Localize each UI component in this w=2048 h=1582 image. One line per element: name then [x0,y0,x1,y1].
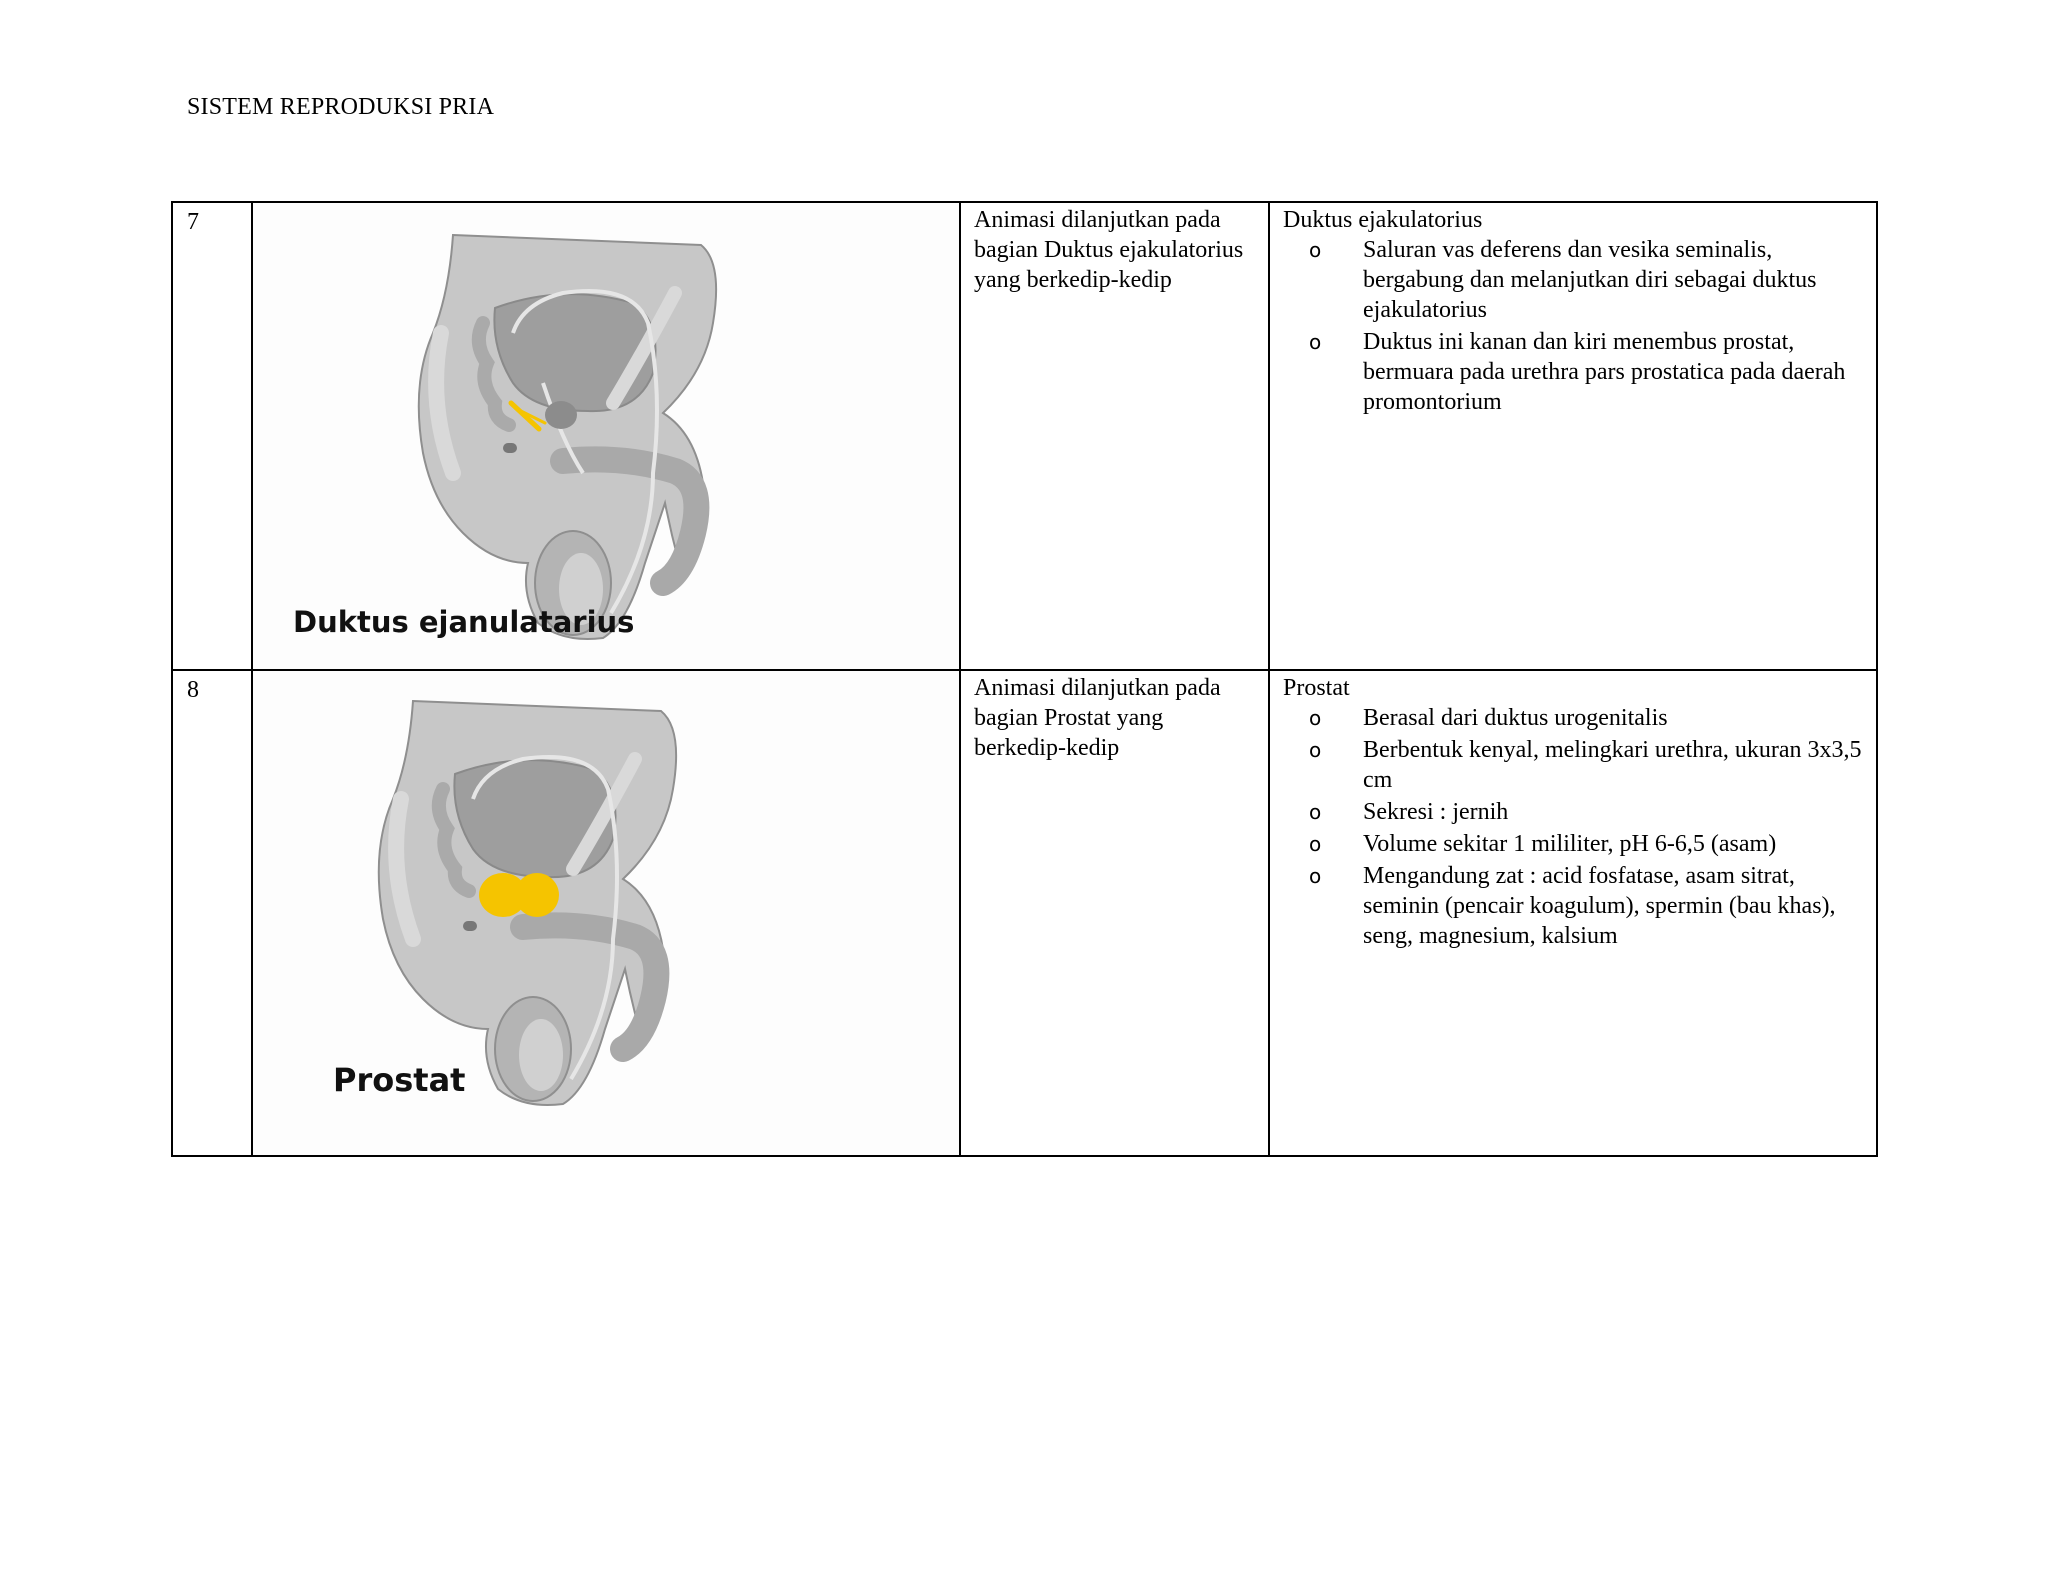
circle-bullet-icon: o [1309,330,1322,354]
circle-bullet-icon: o [1309,738,1322,762]
list-item [1309,861,1866,951]
list-item [1309,829,1866,859]
list-item [1309,327,1866,417]
bullet-text: Volume sekitar 1 mililiter, pH 6-6,5 (asam) [1363,831,1777,857]
anatomy-image-cell [252,202,960,670]
list-item [1309,797,1866,827]
description-cell [1269,202,1877,670]
animation-note: Animasi dilanjutkan pada bagian Prostat yang berkedip-kedip [960,670,1269,1156]
list-item [1309,235,1866,325]
bullet-text: Mengandung zat : acid fosfatase, asam sitrat, seminin (pencair koagulum), spermin (bau khas), seng, magnesium, kalsium [1363,863,1836,949]
circle-bullet-icon: o [1309,864,1322,888]
anatomy-label: Prostat [333,1061,466,1099]
circle-bullet-icon: o [1309,800,1322,824]
table-row [172,202,1877,670]
description-bullet-list [1283,235,1866,417]
description-bullet-list [1283,703,1866,951]
description-cell [1269,670,1877,1156]
bullet-text: Duktus ini kanan dan kiri menembus prostat, bermuara pada urethra pars prostatica pada daerah promontorium [1363,329,1846,415]
table-row [172,670,1877,1156]
circle-bullet-icon: o [1309,832,1322,856]
row-number: 7 [172,202,252,670]
page-header: SISTEM REPRODUKSI PRIA [187,94,495,120]
list-item [1309,703,1866,733]
bullet-text: Berasal dari duktus urogenitalis [1363,705,1668,731]
description-title: Duktus ejakulatorius [1283,207,1483,233]
bullet-text: Sekresi : jernih [1363,799,1509,825]
row-number: 8 [172,670,252,1156]
animation-note: Animasi dilanjutkan pada bagian Duktus ejakulatorius yang berkedip-kedip [960,202,1269,670]
bullet-text: Saluran vas deferens dan vesika seminalis, bergabung dan melanjutkan diri sebagai duktus ejakulatorius [1363,237,1817,323]
description-title: Prostat [1283,675,1350,701]
anatomy-label: Duktus ejanulatarius [293,605,635,639]
anatomy-image-cell [252,670,960,1156]
male-reproductive-anatomy-illustration [253,203,959,665]
bullet-text: Berbentuk kenyal, melingkari urethra, ukuran 3x3,5 cm [1363,737,1862,793]
storyboard-table [171,201,1878,1157]
list-item [1309,735,1866,795]
circle-bullet-icon: o [1309,238,1322,262]
circle-bullet-icon: o [1309,706,1322,730]
